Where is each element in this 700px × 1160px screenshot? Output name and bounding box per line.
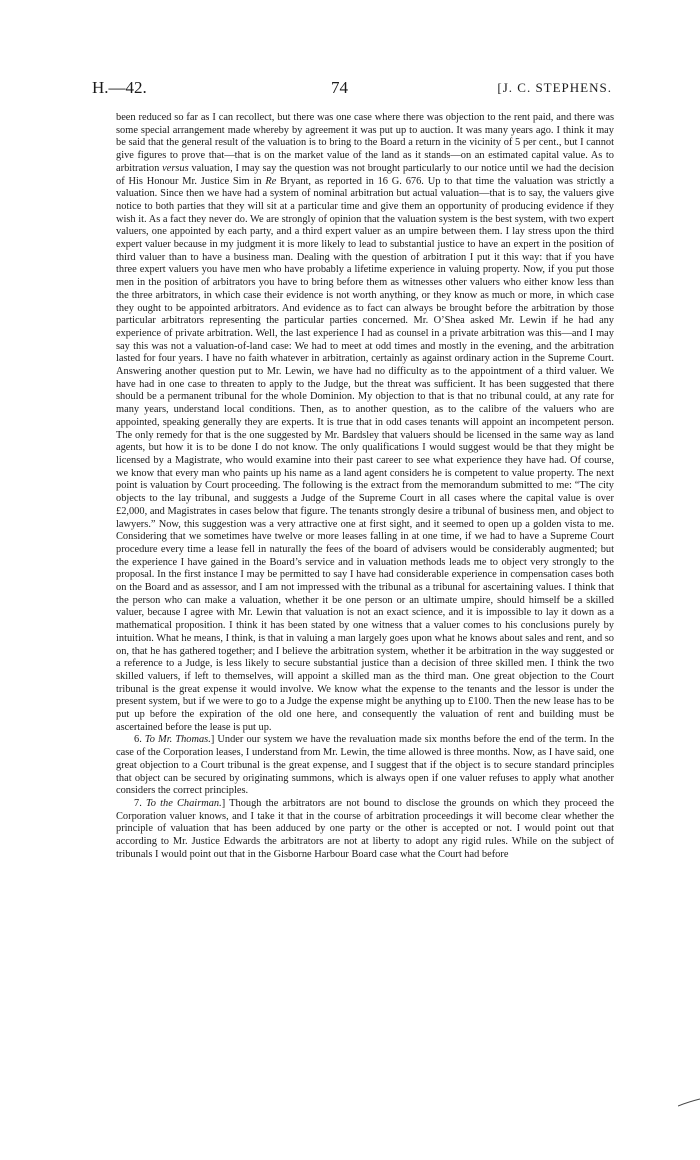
italic-term: versus	[162, 162, 189, 174]
questioner: To the Chairman.	[145, 797, 222, 809]
paragraph-7: 7. To the Chairman.] Though the arbitrators are not bound to disclose the grounds on which they proceed the Corporation valuer knows, and I take it that in the course of arbitration proceedings it will become clear whether the principle of valuation that has been adduced by one party or the other is accepted or not. I would point out that according to Mr. Justice Edwards the arbitrators are not at liberty to adopt any rigid rules. While on the subject of tribunals I would point out that in the Gisborne Harbour Board case what the Court had before	[116, 797, 615, 860]
questioner: To Mr. Thomas.	[144, 734, 211, 746]
page-header	[92, 78, 612, 102]
margin-mark	[678, 1098, 700, 1108]
witness-name: [J. C. STEPHENS.	[497, 80, 612, 95]
body-text	[116, 112, 614, 861]
italic-term: Re	[265, 175, 277, 187]
paragraph-evidence-continued: been reduced so far as I can recollect, but there was one case where there was objection to the rent paid, and there was some special arrangement made whereby by agreement it was put up to auction. It was many years ago. I think it may be said that the general result of the valuation is to bring to the Board a return in the vicinity of 5 per cent., but I cannot give figures to prove that—that is on the market value of the land as it stands—on an estimated capital value. As to arbitration versus valuation, I may say the question was not brought particularly to our notice until we had the decision of His Honour Mr. Justice Sim in Re Bryant, as reported in 16 G. 676. Up to that time the valuation was strictly a valuation. Since then we have had a system of nominal arbitration but actual valuation—that is to say, the valuers give notice to both parties that they will sit at a particular time and give them an opportunity of producing evidence if they wish it. As a fact they never do. We are strongly of opinion that the valuation system is the best system, with two expert valuers, one appointed by each party, and a third expert valuer as an umpire between them. I lay stress upon the third expert valuer because in my judgment it is more likely to lead to substantial justice to have an expert in the position of third valuer than to have a business man. Dealing with the question of arbitration I put it this way: that if you have three expert valuers you have men who have probably a lifetime experience in valuing property. Now, if you put those men in the position of arbitrators you have to bring before them as witnesses other valuers who either know less than the three arbitrators, in which case their evidence is not worth anything, or they know as much or more, in which case they ought to be appointed arbitrators. And evidence as to fact can always be brought before the arbitration by those particular arbitrators representing the particular parties concerned. Mr. O’Shea asked Mr. Lewin if he had any experience of private arbitration. Well, the last experience I had as counsel in a private arbitration was this—and I may say this was not a valuation-of-land case: We had to meet at odd times and mostly in the evening, and the arbitration lasted for four years. I have no faith whatever in arbitration, certainly as against ordinary action in the Supreme Court. Answering another question put to Mr. Lewin, we have had no difficulty as to the appointment of a third valuer. We have had in one case to threaten to apply to the Judge, but the threat was sufficient. It has been suggested that there should be a permanent tribunal for the whole Dominion. My objection to that is that no tribunal could, at any rate for many years, understand local conditions. Then, as to another question, as to the calibre of the valuers who are appointed, speaking generally they are experts. It is true that in odd cases tenants will appoint an incompetent person. The only remedy for that is the one suggested by Mr. Bardsley that valuers should be licensed in the same way as land agents, but how it is to be done I do not know. The only qualifications I would suggest would be that they might be licensed by a Magistrate, who would examine into their past career to see what experience they have had. Of course, we know that every man who paints up his name as a land agent considers he is competent to value property. The next point is valuation by Court proceeding. The following is the extract from the memorandum submitted to me: “The city objects to the lay tribunal, and suggests a Judge of the Supreme Court in all cases where the capital value is over £2,000, and Magistrates in cases below that figure. The tenants strongly desire a tribunal of business men, and object to lawyers.” Now, this suggestion was a very attractive one at first sight, and it seemed to open up a golden vista to me. Considering that we sometimes have twelve or more leases falling in at one time, if we had to have a Supreme Court procedure every time a lease fell in naturally the fees of the board of advisers would be considerably augmented; but the experience I have gained in the Board’s service and in valuation methods leads me to object very strongly to the proposal. In the first instance I may be permitted to say I have had considerable experience in compensation cases both on the Board and as assessor, and I am not impressed with the tribunal as a tribunal for ascertaining values. I think that the person who can make a valuation, whether it be one person or an ultimate umpire, should himself be a skilled valuer, because I agree with Mr. Lewin that valuation is not an exact science, and it is impossible to lay it down as a mathematical proposition. I think it has been stated by one witness that a valuer comes to his conclusions purely by intuition. What he means, I think, is that in valuing a man largely goes upon what he knows about sales and rent, and so on, that he has gathered together; and I believe the arbitration system, whether it be arbitration in the way suggested or a reference to a Judge, is less likely to secure substantial justice than a decision of three skilled men. I think the two skilled valuers, if left to themselves, will appoint a skilled man as the third man. One great objection to the Court tribunal is the great expense it would involve. We know what the expense to the tenants and the lessor is under the present system, but if we were to go to a Judge the expense might be anything up to £100. Then the new lease has to be put up before the expiration of the old one here, and consequently the valuation of rent and building must be ascertained before the lease is put up.	[116, 112, 614, 733]
report-reference: H.—42.	[92, 78, 147, 97]
page-number: 74	[331, 78, 348, 97]
paragraph-6: 6. To Mr. Thomas.] Under our system we have the revaluation made six months before the end of the term. In the case of the Corporation leases, I understand from Mr. Lewin, the time allowed is three months. Now, as I have said, one great objection to a Court tribunal is the great expense, and I suggest that if the object is to secure standard principles that object can be secured by originating summons, which is always open if one valuer refuses to apply what another considers the correct principles.	[116, 734, 615, 797]
